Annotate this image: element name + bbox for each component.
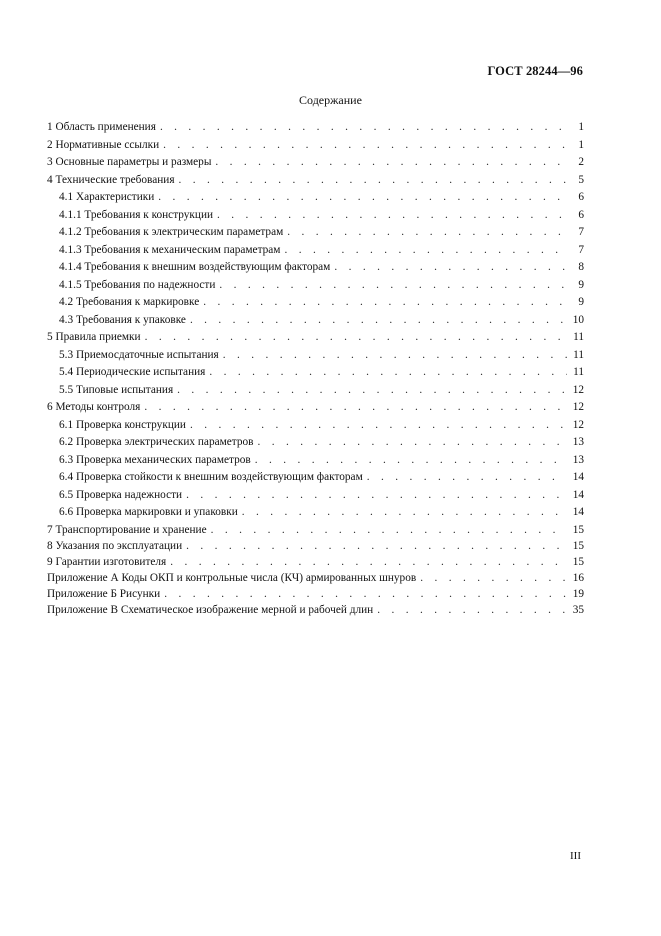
dot-leader [190, 417, 567, 435]
toc-entry[interactable] [47, 434, 584, 452]
toc-entry[interactable] [47, 347, 584, 365]
toc-entry-page: 12 [572, 418, 584, 431]
toc-entry-label: 5.4 Периодические испытания [59, 366, 206, 378]
toc-entry-label: 4.1.4 Требования к внешним воздействующим факторам [59, 261, 331, 273]
toc-entry[interactable] [47, 452, 584, 470]
toc-entry-page: 10 [572, 313, 584, 326]
toc-entry-label: 4.2 Требования к маркировке [59, 296, 200, 308]
toc-entry-page: 6 [578, 208, 584, 221]
toc-entry-page: 12 [572, 383, 584, 396]
toc-entry-page: 11 [573, 366, 584, 378]
dot-leader [257, 434, 567, 452]
dot-leader [217, 207, 567, 225]
toc-entry[interactable] [47, 329, 584, 347]
toc-entry[interactable] [47, 119, 584, 137]
toc-entry-label: 6.5 Проверка надежности [59, 488, 183, 501]
toc-entry-page: 11 [573, 348, 584, 361]
toc-entry-page: 19 [572, 588, 584, 601]
dot-leader [219, 277, 567, 295]
toc-entry[interactable] [47, 538, 584, 554]
toc-entry-label: 5 Правила приемки [47, 331, 141, 343]
toc-entry-label: 4 Технические требования [47, 173, 175, 186]
toc-entry-label: 5.5 Типовые испытания [59, 383, 174, 396]
toc-entry[interactable] [47, 522, 584, 538]
toc-entry[interactable] [47, 417, 584, 435]
toc-entry-label: 4.1.1 Требования к конструкции [59, 208, 214, 221]
dot-leader [186, 487, 567, 505]
toc-entry[interactable] [47, 554, 584, 570]
dot-leader [177, 382, 567, 400]
dot-leader [160, 119, 567, 137]
toc-entry-page: 14 [572, 488, 584, 501]
toc-entry[interactable] [47, 259, 584, 277]
toc-entry[interactable] [47, 312, 584, 330]
toc-entry-label: Приложение А Коды ОКП и контрольные числа (КЧ) армированных шнуров [47, 572, 417, 585]
toc-entry[interactable] [47, 487, 584, 505]
dot-leader [209, 364, 567, 382]
dot-leader [377, 602, 567, 618]
toc-entry[interactable] [47, 586, 584, 602]
toc-entry[interactable] [47, 570, 584, 586]
toc-entry-page: 35 [572, 604, 584, 617]
toc-entry-page: 15 [572, 539, 584, 552]
dot-leader [223, 347, 567, 365]
toc-entry-label: 1 Область применения [47, 121, 156, 133]
dot-leader [215, 154, 567, 172]
toc-entry[interactable] [47, 382, 584, 400]
toc-entry[interactable] [47, 224, 584, 242]
toc-entry-label: 4.1.5 Требования по надежности [59, 278, 216, 291]
dot-leader [164, 586, 567, 602]
toc-entry-page: 13 [572, 453, 584, 466]
toc-entry[interactable] [47, 154, 584, 172]
toc-entry-label: 6.3 Проверка механических параметров [59, 453, 251, 466]
dot-leader [255, 452, 567, 470]
toc-entry-label: 6.2 Проверка электрических параметров [59, 436, 254, 448]
toc-entry-page: 16 [572, 572, 584, 585]
dot-leader [170, 554, 567, 570]
dot-leader [242, 504, 567, 522]
page-number: III [570, 850, 581, 862]
toc-entry[interactable] [47, 137, 584, 155]
toc-entry-label: 4.1.2 Требования к электрическим параметрам [59, 226, 284, 238]
dot-leader [163, 137, 567, 155]
toc-entry-page: 1 [578, 121, 584, 133]
toc-entry-page: 13 [572, 436, 584, 448]
toc-entry-page: 7 [578, 226, 584, 238]
toc-entry[interactable] [47, 172, 584, 190]
toc-entry[interactable] [47, 207, 584, 225]
dot-leader [287, 224, 567, 242]
toc-entry-page: 2 [578, 156, 584, 168]
toc-entry-page: 12 [572, 401, 584, 413]
toc-entry-label: 6.4 Проверка стойкости к внешним воздействующим факторам [59, 471, 363, 483]
toc-entry-label: 6.1 Проверка конструкции [59, 418, 186, 431]
dot-leader [186, 538, 567, 554]
toc-entry-page: 14 [572, 471, 584, 483]
toc-entry-page: 9 [578, 296, 584, 308]
toc-entry[interactable] [47, 364, 584, 382]
toc-entry-page: 7 [578, 243, 584, 256]
toc-entry-page: 9 [578, 278, 584, 291]
dot-leader [367, 469, 567, 487]
toc-entry-label: 4.1.3 Требования к механическим параметрам [59, 243, 281, 256]
toc-entry-page: 15 [572, 523, 584, 536]
toc-entry-label: 5.3 Приемосдаточные испытания [59, 348, 219, 361]
dot-leader [158, 189, 567, 207]
toc-entry[interactable] [47, 469, 584, 487]
toc-entry[interactable] [47, 504, 584, 522]
toc-entry-label: 6.6 Проверка маркировки и упаковки [59, 506, 238, 518]
toc-entry-label: 3 Основные параметры и размеры [47, 156, 212, 168]
toc-entry[interactable] [47, 277, 584, 295]
toc-entry[interactable] [47, 294, 584, 312]
toc-entry-label: Приложение В Схематическое изображение мерной и рабочей длин [47, 604, 374, 617]
dot-leader [190, 312, 567, 330]
toc-entry-page: 11 [573, 331, 584, 343]
dot-leader [203, 294, 567, 312]
toc-entry-label: 6 Методы контроля [47, 401, 141, 413]
table-of-contents [47, 119, 584, 619]
toc-entry[interactable] [47, 242, 584, 260]
document-code: ГОСТ 28244—96 [487, 64, 583, 78]
toc-entry-page: 5 [578, 173, 584, 186]
toc-entry-label: 7 Транспортирование и хранение [47, 523, 207, 536]
toc-entry-page: 1 [578, 138, 584, 151]
toc-entry-label: 4.3 Требования к упаковке [59, 313, 186, 326]
dot-leader [179, 172, 567, 190]
toc-title: Содержание [299, 93, 362, 107]
toc-entry-label: 2 Нормативные ссылки [47, 138, 160, 151]
toc-entry-label: 8 Указания по эксплуатации [47, 539, 183, 552]
dot-leader [144, 399, 567, 417]
dot-leader [145, 329, 567, 347]
toc-entry-page: 15 [572, 555, 584, 568]
toc-entry-page: 8 [578, 261, 584, 273]
dot-leader [334, 259, 567, 277]
toc-entry-page: 6 [578, 191, 584, 203]
toc-entry-page: 14 [572, 506, 584, 518]
dot-leader [420, 570, 567, 586]
dot-leader [284, 242, 567, 260]
toc-entry-label: 9 Гарантии изготовителя [47, 555, 167, 568]
dot-leader [211, 522, 567, 538]
toc-entry[interactable] [47, 399, 584, 417]
toc-entry-label: Приложение Б Рисунки [47, 588, 161, 601]
toc-entry[interactable] [47, 189, 584, 207]
toc-entry[interactable] [47, 602, 584, 618]
toc-entry-label: 4.1 Характеристики [59, 191, 155, 203]
